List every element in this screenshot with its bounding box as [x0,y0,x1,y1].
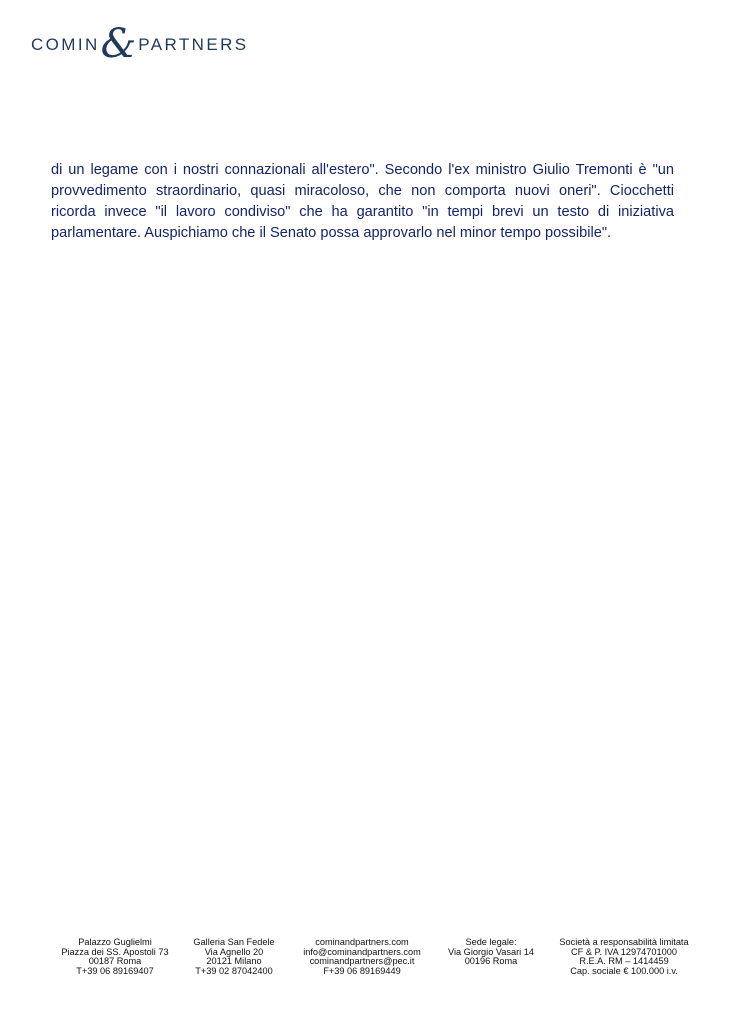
letterhead-footer [0,938,737,978]
footer-legal-label: Sede legale: [465,937,517,947]
footer-contacts [298,938,426,976]
footer-rome-street: Piazza dei SS. Apostoli 73 [61,946,169,957]
footer-website: cominandpartners.com [315,937,409,947]
footer-vat-number: CF & P. IVA 12974701000 [571,946,677,957]
logo-word-partners: PARTNERS [138,35,249,54]
footer-milan-city: 20121 Milano [206,956,262,967]
logo-word-comin: COMIN [31,35,100,54]
footer-company-info [552,938,696,976]
footer-milan-office [188,938,280,976]
footer-share-capital: Cap. sociale € 100.000 i.v. [570,965,678,976]
footer-rome-building: Palazzo Guglielmi [78,937,152,947]
footer-legal-city: 00196 Roma [464,956,518,967]
footer-milan-street: Via Agnello 20 [204,946,264,957]
logo-ampersand: & [100,21,137,67]
footer-pec-email: cominandpartners@pec.it [309,956,415,967]
footer-fax: F+39 06 89169449 [323,965,401,976]
footer-rome-city: 00187 Roma [88,956,142,967]
footer-rea-number: R.E.A. RM – 1414459 [579,956,669,967]
footer-legal-street: Via Giorgio Vasari 14 [448,946,534,957]
company-logo [31,21,249,67]
footer-milan-building: Galleria San Fedele [193,937,275,947]
footer-company-type: Società a responsabilità limitata [559,937,689,947]
body-paragraph: di un legame con i nostri connazionali all'estero". Secondo l'ex ministro Giulio Tremonti è "un provvedimento straordinario, quasi miracoloso, che non comporta nuovi oneri". Ciocchetti ricorda invece "il lavoro condiviso" che ha garantito "in tempi brevi un testo di iniziativa parlamentare. Auspichiamo che il Senato possa approvarlo nel minor tempo possibile". [51,162,674,241]
footer-email: info@cominandpartners.com [303,946,421,957]
footer-milan-phone: T+39 02 87042400 [195,965,273,976]
footer-legal-seat [442,938,540,967]
footer-rome-phone: T+39 06 89169407 [76,965,154,976]
footer-rome-office [56,938,174,976]
